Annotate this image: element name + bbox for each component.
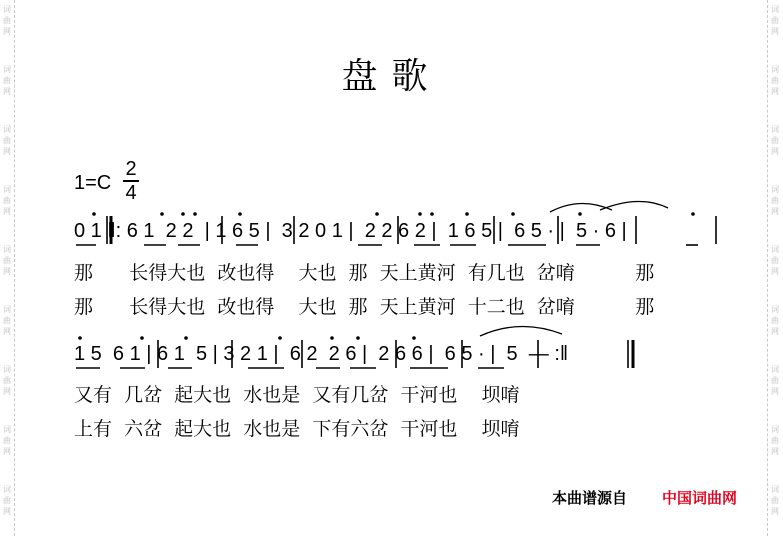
watermark-glyph: 词 <box>771 365 779 374</box>
score-line-2: 1 5 6 1 | 6 1 5 | 3 2 1 | 6 2 2 6 | 2 6 6 | 6 5 · | 5 — :‖ <box>74 343 569 365</box>
watermark-glyph: 网 <box>771 87 779 96</box>
watermark-glyph: 网 <box>3 207 11 216</box>
watermark-glyph: 网 <box>3 267 11 276</box>
watermark-glyph: 词 <box>771 65 779 74</box>
watermark-glyph: 网 <box>771 27 779 36</box>
octave-dots-line-1 <box>92 212 695 216</box>
lyrics-line-1-verse-2: 那 长得大也 改也得 大也 那 天上黄河 十二也 岔唷 那 <box>74 296 655 318</box>
watermark-glyph: 曲 <box>3 316 11 325</box>
watermark-glyph: 词 <box>3 65 11 74</box>
watermark-glyph: 网 <box>771 327 779 336</box>
watermark-glyph: 词 <box>771 185 779 194</box>
watermark-glyph: 网 <box>771 507 779 516</box>
watermark-glyph: 曲 <box>3 16 11 25</box>
watermark-glyph: 网 <box>771 447 779 456</box>
watermark-glyph: 词 <box>3 365 11 374</box>
watermark-glyph: 词 <box>771 485 779 494</box>
watermark-glyph: 网 <box>3 507 11 516</box>
site-name[interactable]: 中国词曲网 <box>662 489 738 507</box>
slurs-line-1 <box>550 201 668 212</box>
lyrics-line-2-verse-1: 又有 几岔 起大也 水也是 又有几岔 干河也 坝唷 <box>74 384 520 406</box>
octave-dots-line-2 <box>78 336 416 340</box>
watermark-glyph: 曲 <box>3 76 11 85</box>
watermark-glyph: 曲 <box>771 376 779 385</box>
source-label: 本曲谱源自 <box>552 489 628 507</box>
watermark-glyph: 曲 <box>771 316 779 325</box>
watermark-glyph: 词 <box>771 245 779 254</box>
watermark-glyph: 词 <box>3 425 11 434</box>
watermark-glyph: 曲 <box>3 196 11 205</box>
barlines-line-1 <box>107 216 716 244</box>
watermark-glyph: 词 <box>3 305 11 314</box>
watermark-glyph: 网 <box>771 267 779 276</box>
watermark-glyph: 网 <box>3 447 11 456</box>
watermark-glyph: 词 <box>771 305 779 314</box>
watermark-glyph: 网 <box>771 207 779 216</box>
watermark-glyph: 曲 <box>3 436 11 445</box>
watermark-glyph: 曲 <box>3 136 11 145</box>
time-signature-bottom: 4 <box>125 182 137 204</box>
watermark-glyph: 曲 <box>771 136 779 145</box>
watermark-glyph: 词 <box>771 5 779 14</box>
watermark-glyph: 网 <box>3 27 11 36</box>
watermark-glyph: 网 <box>771 387 779 396</box>
time-signature-top: 2 <box>125 158 137 180</box>
score-line-1: 0 1 ‖: 6 1 2 2 | 1 6 5 | 3 2 0 1 | 2 2 6 2 | 1 6 5 | 6 5 · | 5 · 6 | <box>74 220 627 242</box>
watermark-glyph: 词 <box>3 245 11 254</box>
watermark-glyph: 词 <box>771 125 779 134</box>
key-signature: 1=C <box>74 172 112 194</box>
slurs-line-2 <box>480 326 562 336</box>
watermark-glyph: 词 <box>3 485 11 494</box>
watermark-glyph: 曲 <box>771 16 779 25</box>
lyrics-line-2-verse-2: 上有 六岔 起大也 水也是 下有六岔 干河也 坝唷 <box>74 418 520 440</box>
watermark-glyph: 曲 <box>771 436 779 445</box>
watermark-glyph: 网 <box>771 147 779 156</box>
watermark-glyph: 网 <box>3 87 11 96</box>
watermark-glyph: 网 <box>3 147 11 156</box>
watermark-glyph: 词 <box>771 425 779 434</box>
watermark-glyph: 曲 <box>3 376 11 385</box>
watermark-glyph: 词 <box>3 185 11 194</box>
watermark-glyph: 曲 <box>3 256 11 265</box>
watermark-glyph: 曲 <box>3 496 11 505</box>
watermark-glyph: 网 <box>3 327 11 336</box>
song-title: 盘歌 <box>341 56 442 97</box>
watermark-glyph: 词 <box>3 5 11 14</box>
watermark-glyph: 曲 <box>771 76 779 85</box>
lyrics-line-1-verse-1: 那 长得大也 改也得 大也 那 天上黄河 有几也 岔唷 那 <box>74 262 655 284</box>
watermark-glyph: 曲 <box>771 256 779 265</box>
watermark-glyph: 词 <box>3 125 11 134</box>
watermark-glyph: 曲 <box>771 196 779 205</box>
watermark-glyph: 网 <box>3 387 11 396</box>
watermark-glyph: 曲 <box>771 496 779 505</box>
